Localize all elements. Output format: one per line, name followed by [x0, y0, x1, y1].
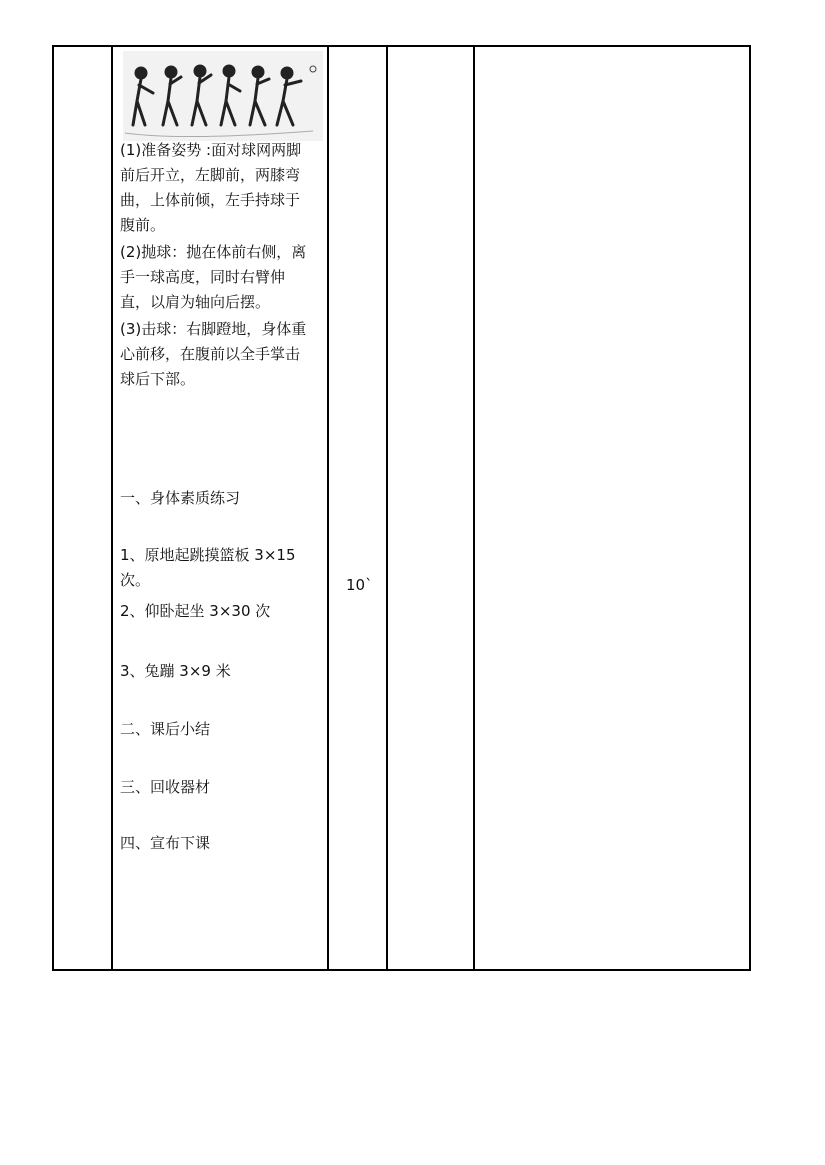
- exercise-1-line-2: 次。: [120, 571, 151, 589]
- serve-sequence-illustration: [123, 51, 323, 141]
- dismiss-class-item: 四、宣布下课: [120, 834, 211, 852]
- toss-line-2: 手一球高度，同时右臂伸: [120, 268, 286, 286]
- content-column-cell: [113, 47, 326, 969]
- exercise-1-line-1: 1、原地起跳摸篮板 3×15: [120, 546, 296, 564]
- hit-line-3: 球后下部。: [120, 370, 196, 388]
- index-column-cell: [54, 47, 111, 969]
- physical-training-title: 一、身体素质练习: [120, 489, 241, 507]
- hit-line-2: 心前移，在腹前以全手掌击: [120, 345, 301, 363]
- equipment-return-item: 三、回收器材: [120, 778, 211, 796]
- prep-line-4: 腹前。: [120, 216, 166, 234]
- empty-column-cell: [388, 47, 473, 969]
- lesson-plan-table: [52, 45, 751, 971]
- exercise-3: 3、兔蹦 3×9 米: [120, 662, 231, 680]
- exercise-2: 2、仰卧起坐 3×30 次: [120, 602, 271, 620]
- prep-line-1: (1)准备姿势 :面对球网两脚: [120, 141, 302, 159]
- summary-item: 二、课后小结: [120, 720, 211, 738]
- toss-line-3: 直，以肩为轴向后摆。: [120, 293, 271, 311]
- prep-line-2: 前后开立，左脚前，两膝弯: [120, 166, 301, 184]
- hit-line-1: (3)击球：右脚蹬地，身体重: [120, 320, 307, 338]
- notes-column-cell: [475, 47, 751, 969]
- time-duration: 10`: [346, 576, 373, 594]
- toss-line-1: (2)抛球：抛在体前右侧，离: [120, 243, 307, 261]
- column-divider-2: [327, 47, 329, 969]
- prep-line-3: 曲，上体前倾，左手持球于: [120, 191, 301, 209]
